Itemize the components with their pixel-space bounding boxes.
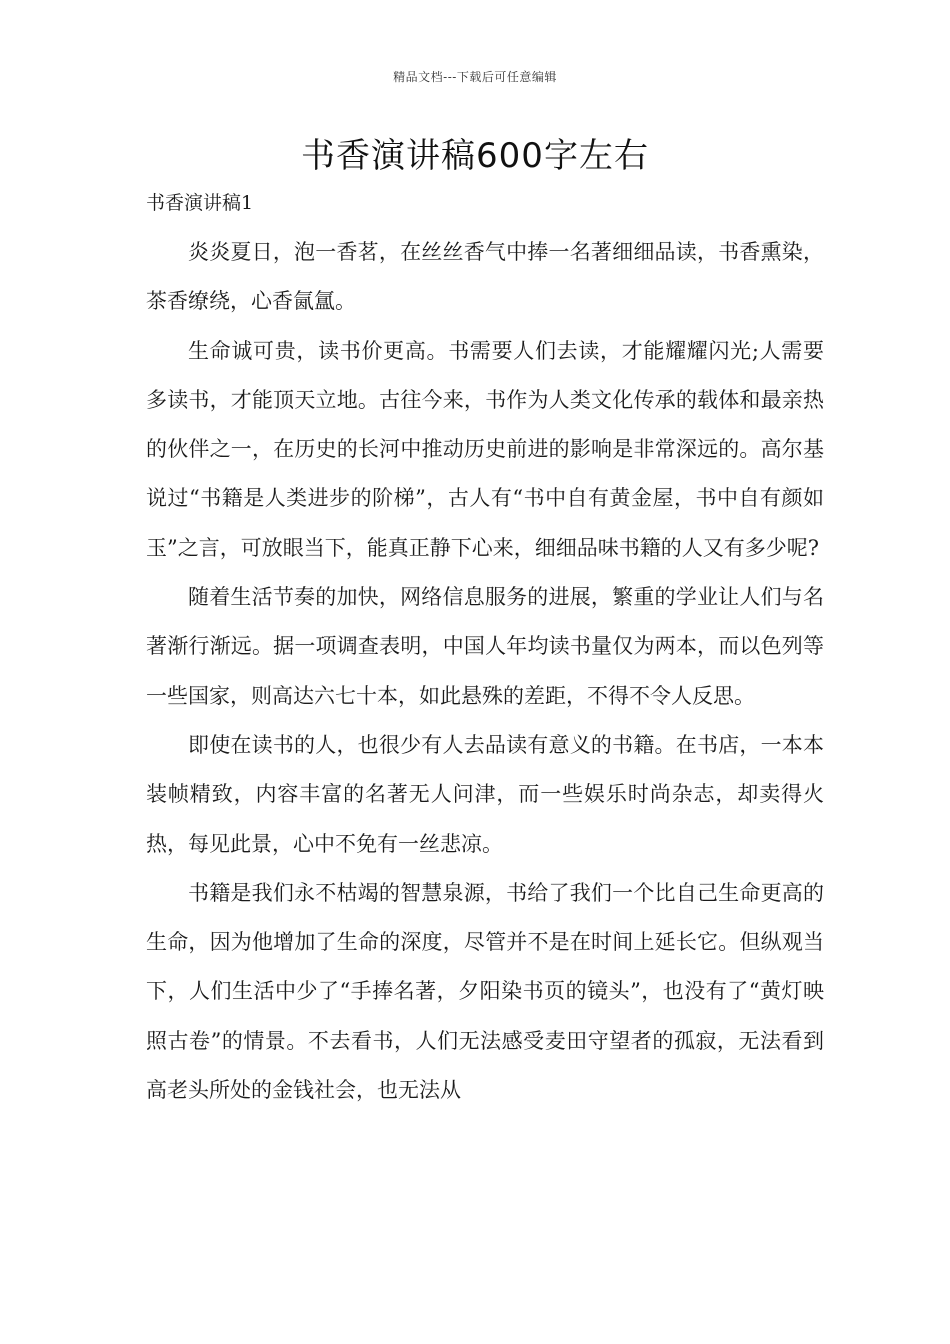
document-title: 书香演讲稿600字左右 <box>301 136 649 176</box>
paragraph: 即使在读书的人，也很少有人去品读有意义的书籍。在书店，一本本装帧精致，内容丰富的名著无人问津，而一些娱乐时尚杂志，却卖得火热，每见此景，心中不免有一丝悲凉。 <box>146 732 824 856</box>
paragraph: 生命诚可贵，读书价更高。书需要人们去读，才能耀耀闪光;人需要多读书，才能顶天立地。古往今来，书作为人类文化传承的载体和最亲热的伙伴之一，在历史的长河中推动历史前进的影响是非常深远的。高尔基说过“书籍是人类进步的阶梯”，古人有“书中自有黄金屋，书中自有颜如玉”之言，可放眼当下，能真正静下心来，细细品味书籍的人又有多少呢? <box>146 338 824 560</box>
header-note: 精品文档---下载后可任意编辑 <box>393 70 557 84</box>
paragraph: 炎炎夏日，泡一香茗，在丝丝香气中捧一名著细细品读，书香熏染，茶香缭绕，心香氤氲。 <box>146 240 824 314</box>
section-subheading: 书香演讲稿1 <box>146 192 254 214</box>
paragraph: 书籍是我们永不枯竭的智慧泉源，书给了我们一个比自己生命更高的生命，因为他增加了生命的深度，尽管并不是在时间上延长它。但纵观当下，人们生活中少了“手捧名著，夕阳染书页的镜头”，也没有了“黄灯映照古卷”的情景。不去看书，人们无法感受麦田守望者的孤寂，无法看到高老头所处的金钱社会，也无法从 <box>146 880 824 1103</box>
body-text <box>146 228 824 1115</box>
paragraph: 随着生活节奏的加快，网络信息服务的进展，繁重的学业让人们与名著渐行渐远。据一项调查表明，中国人年均读书量仅为两本，而以色列等一些国家，则高达六七十本，如此悬殊的差距，不得不令人反思。 <box>146 585 824 708</box>
